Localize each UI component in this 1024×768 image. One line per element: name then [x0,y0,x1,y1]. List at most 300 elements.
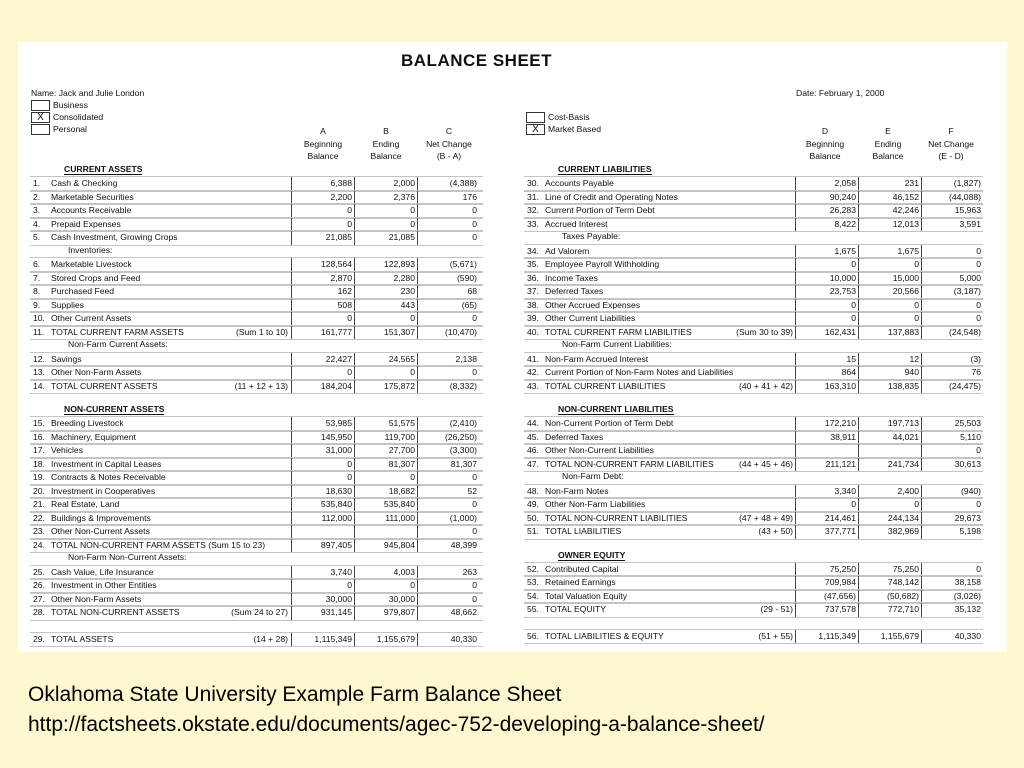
value-cell: 3,740 [291,566,354,580]
subsection-label-text: Non-Farm Current Assets: [68,339,168,349]
option-label: Cost-Basis [548,112,590,122]
line-label: Savings [51,353,82,364]
line-number: 24. [33,539,45,550]
value-cell: 0 [417,204,479,218]
value-cell: 81,307 [354,458,417,472]
value-cell: (3,300) [417,444,479,458]
value-cell: 244,134 [858,512,921,526]
value-cell: 1,155,679 [858,630,921,644]
table-row [30,379,483,395]
value-cell: 230 [354,285,417,299]
value-cell: 5,198 [921,525,983,539]
value-cell: 53,985 [291,417,354,431]
value-cell: 4,003 [354,566,417,580]
line-label: Supplies [51,299,84,310]
value-cell: 26,283 [795,204,858,218]
table-row [524,379,983,395]
line-label: Breeding Livestock [51,418,124,428]
line-number: 52. [527,563,539,574]
line-number: 2. [33,191,41,202]
line-number: 54. [527,590,539,601]
line-number: 5. [33,232,41,242]
table-row [524,602,983,618]
value-cell: 897,405 [291,539,354,553]
value-cell: 0 [291,204,354,218]
value-cell: 1,675 [795,245,858,259]
value-cell: 0 [795,299,858,313]
value-cell: 112,000 [291,512,354,526]
value-cell: 46,152 [858,191,921,205]
line-number: 15. [33,418,45,428]
line-number: 16. [33,431,45,442]
value-cell: 2,138 [417,353,479,367]
column-header: F Net Change (E - D) [928,126,974,161]
option-checkbox[interactable] [526,112,545,123]
line-number: 21. [33,499,45,509]
value-cell: 0 [858,498,921,512]
value-cell: 0 [354,204,417,218]
value-cell: 241,734 [858,458,921,472]
value-cell: (1,827) [921,177,983,191]
value-cell: 0 [417,593,479,607]
subsection-label-text: Non-Farm Non-Current Assets: [68,552,187,562]
value-cell: 44,021 [858,431,921,445]
value-cell: 0 [291,579,354,593]
value-cell: 27,700 [354,444,417,458]
value-cell: 2,200 [291,191,354,205]
value-cell: 42,246 [858,204,921,218]
line-number: 17. [33,445,45,455]
section-heading: CURRENT ASSETS [64,164,143,174]
line-number: 4. [33,218,41,229]
line-formula: (47 + 48 + 49) [739,512,793,523]
line-label: Non-Current Portion of Term Debt [545,418,674,428]
column-header: D Beginning Balance [805,126,845,161]
line-number: 43. [527,380,539,391]
line-label: Other Non-Current Assets [51,526,150,536]
value-cell: (50,682) [858,590,921,604]
value-cell: 2,058 [795,177,858,191]
value-cell: 1,155,679 [354,633,417,647]
value-cell: 535,840 [354,498,417,512]
line-label: Contracts & Notes Receivable [51,472,166,482]
value-cell: 0 [858,312,921,326]
line-formula: (14 + 28) [253,633,288,644]
option-checkbox[interactable] [31,124,50,135]
line-number: 51. [527,526,539,536]
value-cell: 40,330 [921,630,983,644]
value-cell: 138,835 [858,380,921,394]
line-label: Deferred Taxes [545,431,604,442]
line-label: TOTAL NON-CURRENT FARM ASSETS (Sum 15 to 23) [51,539,266,550]
value-cell: 0 [921,312,983,326]
line-label: Accounts Receivable [51,205,132,215]
value-cell: 0 [795,312,858,326]
value-cell: 12 [858,353,921,367]
value-cell: 443 [354,299,417,313]
value-cell: (24,475) [921,380,983,394]
section-heading: NON-CURRENT ASSETS [64,404,165,414]
line-number: 53. [527,577,539,587]
value-cell: 15 [795,353,858,367]
line-number: 39. [527,313,539,323]
line-label: Employee Payroll Withholding [545,259,660,269]
line-formula: (11 + 12 + 13) [234,380,288,391]
value-cell: 772,710 [858,603,921,617]
line-label: TOTAL NON-CURRENT ASSETS [51,607,180,617]
subsection-label [30,338,483,352]
value-cell: 51,575 [354,417,417,431]
value-cell: 0 [291,471,354,485]
value-cell: 2,280 [354,272,417,286]
line-number: 49. [527,499,539,509]
value-cell: 748,142 [858,576,921,590]
value-cell: 211,121 [795,458,858,472]
line-label: TOTAL EQUITY [545,604,606,614]
value-cell: 231 [858,177,921,191]
section-heading: CURRENT LIABILITIES [558,164,652,174]
line-label: TOTAL CURRENT LIABILITIES [545,380,666,391]
line-formula: (Sum 30 to 39) [736,326,793,337]
value-cell: 263 [417,566,479,580]
line-label: Other Non-Farm Assets [51,367,142,377]
value-cell: (65) [417,299,479,313]
value-cell: 1,675 [858,245,921,259]
value-cell: 30,000 [291,593,354,607]
value-cell: 2,870 [291,272,354,286]
option-checkbox[interactable]: X [526,124,545,135]
line-label: Other Current Liabilities [545,313,636,323]
column-header: E Ending Balance [872,126,904,161]
line-label: Marketable Livestock [51,259,132,269]
line-number: 26. [33,580,45,590]
line-label: Prepaid Expenses [51,218,121,229]
line-number: 23. [33,526,45,536]
line-label: Buildings & Improvements [51,512,151,523]
value-cell: 535,840 [291,498,354,512]
subsection-label-text: Non-Farm Debt: [562,471,624,481]
value-cell: 0 [921,245,983,259]
line-label: Deferred Taxes [545,286,604,296]
line-label: Total Valuation Equity [545,590,628,601]
value-cell: 0 [354,218,417,232]
value-cell [354,525,417,539]
balance-sheet-document [18,42,1007,652]
line-number: 6. [33,259,41,269]
value-cell: 30,000 [354,593,417,607]
line-label: Investment in Capital Leases [51,458,162,469]
value-cell: (47,656) [795,590,858,604]
value-cell: 737,578 [795,603,858,617]
value-cell: (590) [417,272,479,286]
sheet-title: BALANCE SHEET [401,51,553,70]
option-checkbox[interactable]: X [31,112,50,123]
line-number: 33. [527,218,539,229]
line-label: Accrued Interest [545,218,608,229]
value-cell: (26,250) [417,431,479,445]
line-number: 55. [527,604,539,614]
line-label: Other Non-Farm Assets [51,593,142,604]
value-cell: 0 [354,579,417,593]
line-number: 29. [33,633,45,644]
line-formula: (40 + 41 + 42) [739,380,793,391]
table-row [30,605,483,621]
line-number: 20. [33,485,45,496]
value-cell: 0 [858,258,921,272]
subsection-label [30,244,483,258]
value-cell: (940) [921,485,983,499]
value-cell: 162 [291,285,354,299]
value-cell: 0 [291,366,354,380]
value-cell [858,444,921,458]
line-label: TOTAL LIABILITIES & EQUITY [545,630,664,641]
value-cell: 30,613 [921,458,983,472]
line-number: 42. [527,367,539,377]
value-cell: 90,240 [795,191,858,205]
value-cell: 48,399 [417,539,479,553]
value-cell: 40,330 [417,633,479,647]
subsection-label [524,230,983,244]
caption-url[interactable]: http://factsheets.okstate.edu/documents/agec-752-developing-a-balance-sheet/ [28,713,765,736]
value-cell: 119,700 [354,431,417,445]
column-header: C Net Change (B - A) [426,126,472,161]
line-number: 11. [33,326,45,337]
value-cell [795,444,858,458]
value-cell: (1,000) [417,512,479,526]
line-number: 13. [33,367,45,377]
line-label: TOTAL NON-CURRENT FARM LIABILITIES [545,458,714,469]
table-row [30,632,483,648]
value-cell: (3) [921,353,983,367]
name-line: Name: Jack and Julie London [31,88,145,98]
value-cell: 1,115,349 [291,633,354,647]
line-number: 12. [33,353,45,364]
line-label: Non-Farm Notes [545,485,609,496]
line-label: TOTAL ASSETS [51,633,114,644]
line-number: 7. [33,272,41,283]
value-cell: 22,427 [291,353,354,367]
value-cell: 382,969 [858,525,921,539]
value-cell: 38,911 [795,431,858,445]
value-cell: 377,771 [795,525,858,539]
value-cell: (44,088) [921,191,983,205]
value-cell: 214,461 [795,512,858,526]
value-cell: 2,000 [354,177,417,191]
line-number: 40. [527,326,539,337]
value-cell [291,525,354,539]
line-label: Retained Earnings [545,577,616,587]
value-cell: (3,187) [921,285,983,299]
value-cell: 122,893 [354,258,417,272]
line-label: Other Accrued Expenses [545,299,641,310]
value-cell: 176 [417,191,479,205]
line-label: Line of Credit and Operating Notes [545,191,678,202]
column-header: A Beginning Balance [303,126,343,161]
line-formula: (43 + 50) [758,526,793,536]
value-cell: 5,000 [921,272,983,286]
value-cell: 1,115,349 [795,630,858,644]
date-line: Date: February 1, 2000 [796,88,885,98]
value-cell: 15,000 [858,272,921,286]
value-cell: 0 [354,471,417,485]
value-cell: 0 [354,366,417,380]
line-label: Non-Farm Accrued Interest [545,353,649,364]
line-label: Stored Crops and Feed [51,272,141,283]
value-cell: 23,753 [795,285,858,299]
line-number: 3. [33,205,41,215]
subsection-label-text: Taxes Payable: [562,231,621,241]
value-cell: 25,503 [921,417,983,431]
value-cell: 0 [291,312,354,326]
value-cell: 12,013 [858,218,921,232]
line-label: Accounts Payable [545,178,614,188]
option-label: Business [53,100,88,110]
line-formula: (Sum 24 to 27) [231,607,288,617]
value-cell: (8,332) [417,380,479,394]
line-label: Ad Valorem [545,245,590,256]
line-label: Purchased Feed [51,286,115,296]
value-cell: 15,963 [921,204,983,218]
value-cell: (5,671) [417,258,479,272]
value-cell: 2,400 [858,485,921,499]
value-cell: 940 [858,366,921,380]
value-cell: 0 [417,366,479,380]
value-cell: (24,548) [921,326,983,340]
subsection-label [524,470,983,484]
line-number: 48. [527,485,539,496]
value-cell: 38,158 [921,576,983,590]
value-cell: 8,422 [795,218,858,232]
value-cell: (10,470) [417,326,479,340]
value-cell: 0 [921,444,983,458]
value-cell: 151,307 [354,326,417,340]
value-cell: 172,210 [795,417,858,431]
value-cell: 709,984 [795,576,858,590]
line-label: Other Non-Current Liabilities [545,445,654,455]
line-formula: (51 + 55) [758,630,793,641]
line-number: 18. [33,458,45,469]
option-label: Market Based [548,124,602,134]
line-label: Other Current Assets [51,313,132,323]
line-label: TOTAL CURRENT ASSETS [51,380,158,391]
value-cell: 175,872 [354,380,417,394]
line-number: 31. [527,191,539,202]
value-cell: 3,340 [795,485,858,499]
value-cell: 5,110 [921,431,983,445]
line-number: 34. [527,245,539,256]
line-number: 44. [527,418,539,428]
value-cell: 111,000 [354,512,417,526]
line-number: 19. [33,472,45,482]
option-label: Consolidated [53,112,104,122]
value-cell: 52 [417,485,479,499]
value-cell: 10,000 [795,272,858,286]
line-label: Other Non-Farm Liabilities [545,499,646,509]
value-cell: 76 [921,366,983,380]
value-cell: 3,591 [921,218,983,232]
table-row [524,629,983,645]
value-cell: 161,777 [291,326,354,340]
value-cell: 18,630 [291,485,354,499]
line-label: TOTAL CURRENT FARM ASSETS [51,326,184,337]
section-heading: OWNER EQUITY [558,549,626,560]
line-formula: (44 + 45 + 46) [739,458,793,469]
line-number: 47. [527,458,539,469]
subsection-label-text: Non-Farm Current Liabilities: [562,339,672,349]
value-cell: 0 [291,218,354,232]
value-cell: 6,388 [291,177,354,191]
line-number: 46. [527,445,539,455]
value-cell: 0 [354,312,417,326]
value-cell: 35,132 [921,603,983,617]
value-cell: 197,713 [858,417,921,431]
line-label: Current Portion of Non-Farm Notes and Liabilities [545,367,734,377]
value-cell: 0 [921,498,983,512]
line-number: 32. [527,205,539,215]
line-number: 56. [527,630,539,641]
line-number: 9. [33,299,41,310]
line-number: 25. [33,566,45,577]
option-checkbox[interactable] [31,100,50,111]
value-cell: 21,085 [354,231,417,245]
value-cell: 75,250 [858,563,921,577]
value-cell: 0 [417,312,479,326]
line-number: 27. [33,593,45,604]
value-cell: 0 [417,579,479,593]
value-cell: 0 [921,299,983,313]
value-cell: 931,145 [291,606,354,620]
value-cell: 0 [417,471,479,485]
value-cell: 0 [795,498,858,512]
line-number: 38. [527,299,539,310]
caption-title: Oklahoma State University Example Farm Balance Sheet [28,683,562,706]
value-cell: (4,388) [417,177,479,191]
value-cell: 184,204 [291,380,354,394]
value-cell: 31,000 [291,444,354,458]
line-label: Income Taxes [545,272,598,283]
value-cell: 979,807 [354,606,417,620]
line-label: Cash Value, Life Insurance [51,566,154,577]
line-number: 41. [527,353,539,364]
value-cell: 68 [417,285,479,299]
line-label: Vehicles [51,445,84,455]
line-label: TOTAL NON-CURRENT LIABILITIES [545,512,688,523]
value-cell: 29,673 [921,512,983,526]
line-number: 10. [33,313,45,323]
value-cell: 145,950 [291,431,354,445]
value-cell: 81,307 [417,458,479,472]
line-number: 30. [527,178,539,188]
value-cell: 137,883 [858,326,921,340]
line-label: Cash & Checking [51,178,118,188]
column-header: B Ending Balance [370,126,402,161]
line-label: Current Portion of Term Debt [545,205,655,215]
line-label: Investment in Cooperatives [51,485,156,496]
subsection-label-text: Inventories: [68,244,113,255]
line-number: 8. [33,286,41,296]
line-number: 28. [33,607,45,617]
value-cell: 0 [858,299,921,313]
line-number: 35. [527,259,539,269]
line-number: 50. [527,512,539,523]
line-label: Marketable Securities [51,191,134,202]
value-cell: 0 [795,258,858,272]
value-cell: 0 [417,498,479,512]
value-cell: 0 [417,231,479,245]
value-cell: 20,566 [858,285,921,299]
value-cell: 0 [291,458,354,472]
value-cell: 945,804 [354,539,417,553]
